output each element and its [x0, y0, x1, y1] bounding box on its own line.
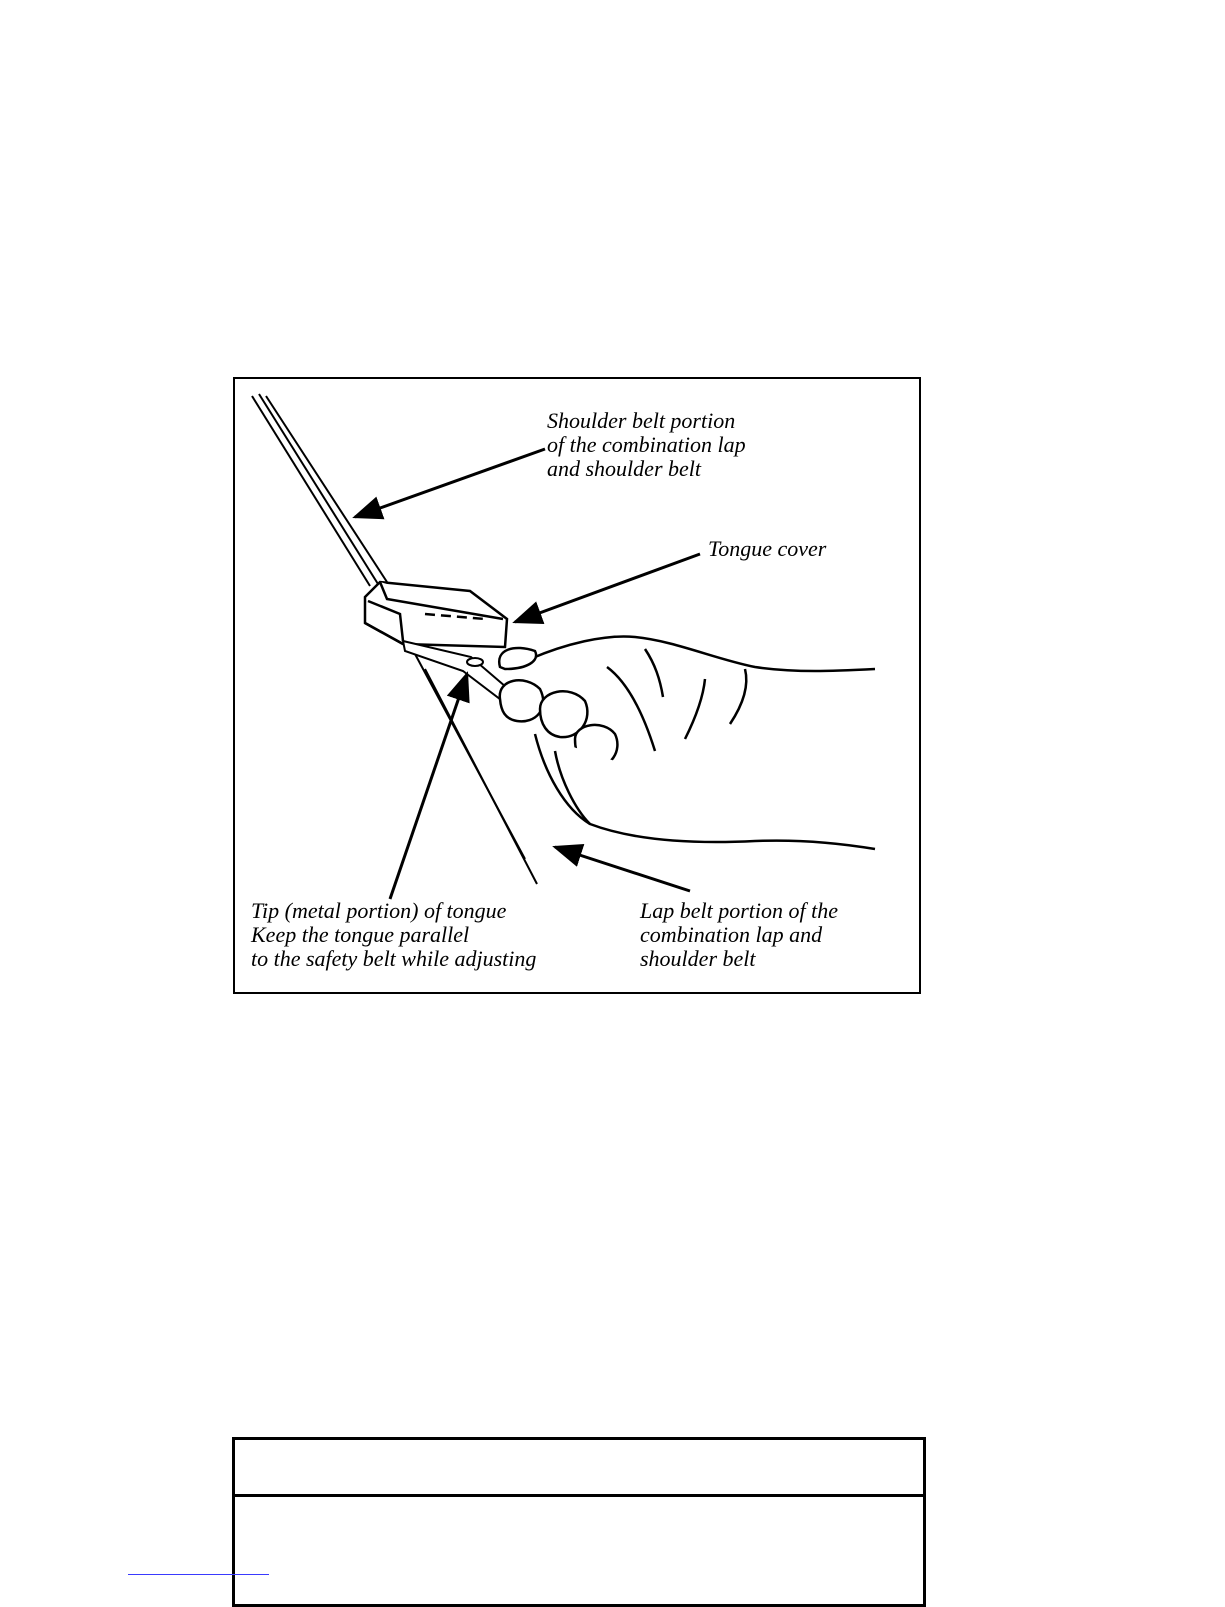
hand-outline: [499, 636, 875, 849]
footer-link-underline[interactable]: [128, 1574, 269, 1575]
callout-line: Lap belt portion of the: [640, 898, 838, 923]
shoulder-belt-arrow: [355, 449, 545, 517]
seat-belt-illustration-frame: [233, 377, 921, 994]
callout-line: combination lap and: [640, 922, 823, 947]
tongue-cover-callout: [708, 537, 826, 561]
tongue-cover-arrow: [515, 554, 700, 622]
lap-belt-arrow: [555, 847, 690, 891]
tongue-tip-arrow: [390, 674, 467, 899]
callout-line: and shoulder belt: [547, 456, 701, 481]
callout-line: Tongue cover: [708, 536, 827, 561]
tongue-tip-callout: [251, 899, 536, 971]
shoulder-belt-callout: [547, 409, 746, 481]
callout-line: shoulder belt: [640, 946, 756, 971]
warning-box: [232, 1437, 926, 1607]
callout-line: to the safety belt while adjusting: [251, 946, 537, 971]
callout-line: Shoulder belt portion: [547, 408, 736, 433]
callout-line: Tip (metal portion) of tongue: [251, 898, 507, 923]
warning-box-header: [235, 1440, 923, 1497]
callout-line: of the combination lap: [547, 432, 746, 457]
callout-line: Keep the tongue parallel: [251, 922, 470, 947]
tongue-cover-shape: [365, 582, 507, 647]
lap-belt-callout: [640, 899, 838, 971]
